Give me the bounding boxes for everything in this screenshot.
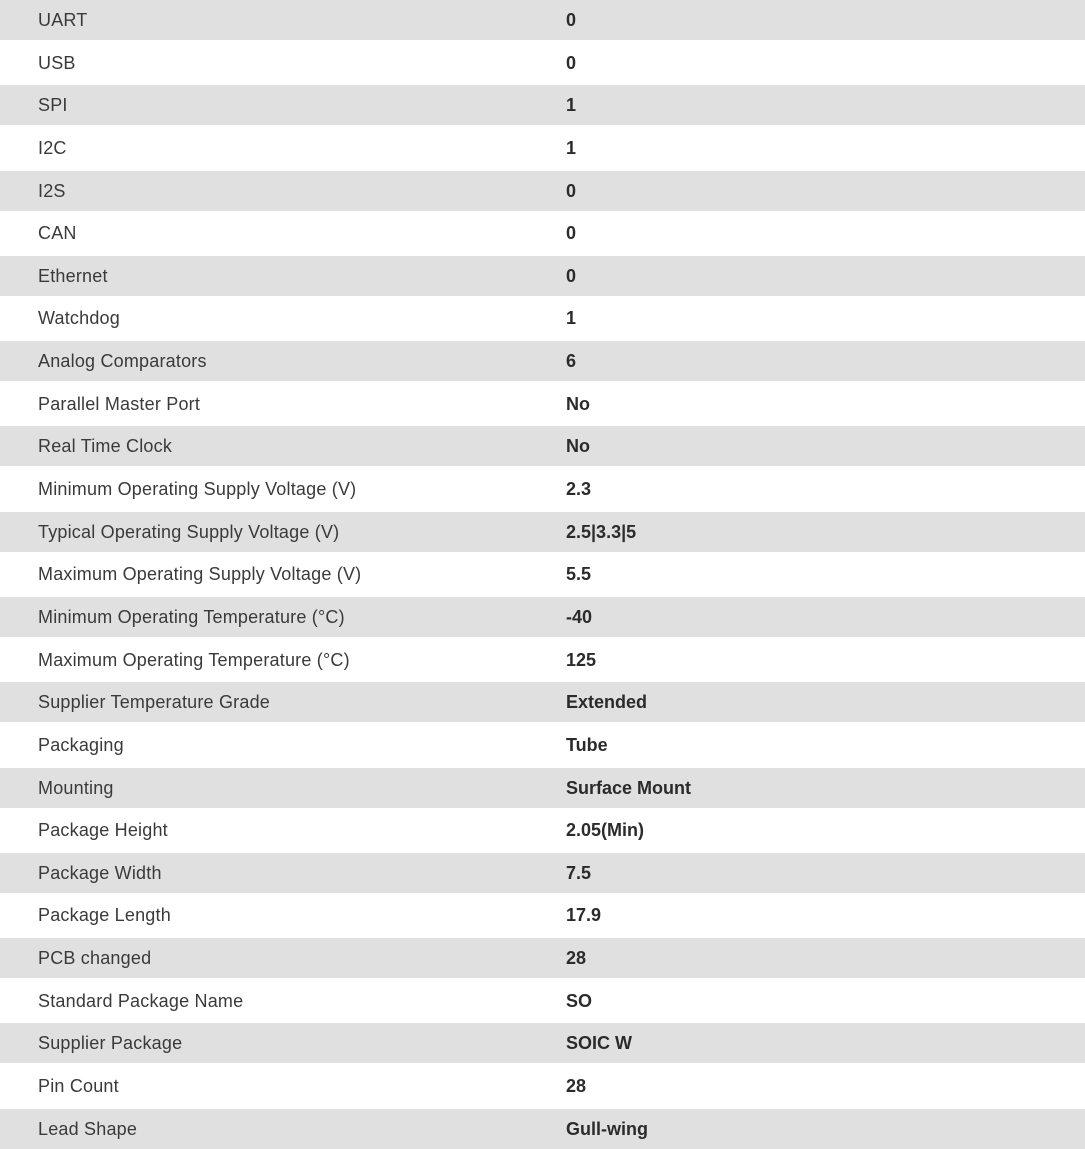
spec-value: 17.9 (566, 895, 1085, 935)
spec-row-uart (0, 0, 1085, 40)
spec-value: 5.5 (566, 554, 1085, 594)
spec-row-usb (0, 43, 1085, 83)
spec-value: 1 (566, 85, 1085, 125)
spec-label: Ethernet (0, 256, 566, 296)
spec-row-supplier-temperature-grade (0, 682, 1085, 722)
spec-value: 6 (566, 341, 1085, 381)
spec-label: Packaging (0, 725, 566, 765)
spec-label: I2C (0, 128, 566, 168)
spec-label: Minimum Operating Supply Voltage (V) (0, 469, 566, 509)
spec-label: Analog Comparators (0, 341, 566, 381)
spec-label: Package Height (0, 810, 566, 850)
spec-row-can (0, 213, 1085, 253)
spec-label: I2S (0, 171, 566, 211)
spec-row-spi (0, 85, 1085, 125)
spec-row-max-supply-voltage (0, 554, 1085, 594)
spec-value: Gull-wing (566, 1109, 1085, 1149)
spec-value: Surface Mount (566, 768, 1085, 808)
spec-value: 2.3 (566, 469, 1085, 509)
spec-row-package-height (0, 810, 1085, 850)
spec-row-package-width (0, 853, 1085, 893)
spec-label: Lead Shape (0, 1109, 566, 1149)
spec-label: Pin Count (0, 1066, 566, 1106)
spec-row-ethernet (0, 256, 1085, 296)
spec-label: Typical Operating Supply Voltage (V) (0, 512, 566, 552)
spec-value: Extended (566, 682, 1085, 722)
spec-label: Maximum Operating Temperature (°C) (0, 640, 566, 680)
spec-value: 2.5|3.3|5 (566, 512, 1085, 552)
spec-label: Supplier Temperature Grade (0, 682, 566, 722)
spec-label: CAN (0, 213, 566, 253)
spec-label: USB (0, 43, 566, 83)
spec-value: SO (566, 981, 1085, 1021)
spec-row-mounting (0, 768, 1085, 808)
spec-value: 2.05(Min) (566, 810, 1085, 850)
spec-value: 0 (566, 256, 1085, 296)
spec-row-min-supply-voltage (0, 469, 1085, 509)
spec-label: UART (0, 0, 566, 40)
spec-row-min-operating-temperature (0, 597, 1085, 637)
spec-label: Watchdog (0, 298, 566, 338)
spec-value: No (566, 384, 1085, 424)
spec-row-package-length (0, 895, 1085, 935)
spec-row-lead-shape (0, 1109, 1085, 1149)
spec-value: 28 (566, 938, 1085, 978)
spec-label: Mounting (0, 768, 566, 808)
spec-label: PCB changed (0, 938, 566, 978)
spec-row-i2c (0, 128, 1085, 168)
spec-value: 125 (566, 640, 1085, 680)
spec-value: 0 (566, 0, 1085, 40)
spec-value: 1 (566, 298, 1085, 338)
spec-label: SPI (0, 85, 566, 125)
spec-row-supplier-package (0, 1023, 1085, 1063)
spec-row-watchdog (0, 298, 1085, 338)
spec-row-standard-package-name (0, 981, 1085, 1021)
spec-row-packaging (0, 725, 1085, 765)
spec-label: Standard Package Name (0, 981, 566, 1021)
spec-label: Real Time Clock (0, 426, 566, 466)
spec-row-max-operating-temperature (0, 640, 1085, 680)
spec-row-i2s (0, 171, 1085, 211)
spec-label: Parallel Master Port (0, 384, 566, 424)
spec-row-typical-supply-voltage (0, 512, 1085, 552)
spec-value: Tube (566, 725, 1085, 765)
spec-row-real-time-clock (0, 426, 1085, 466)
spec-value: 0 (566, 213, 1085, 253)
spec-label: Supplier Package (0, 1023, 566, 1063)
spec-value: 1 (566, 128, 1085, 168)
spec-value: SOIC W (566, 1023, 1085, 1063)
spec-value: 0 (566, 171, 1085, 211)
spec-row-pin-count (0, 1066, 1085, 1106)
spec-row-pcb-changed (0, 938, 1085, 978)
spec-label: Package Width (0, 853, 566, 893)
spec-label: Maximum Operating Supply Voltage (V) (0, 554, 566, 594)
spec-row-parallel-master-port (0, 384, 1085, 424)
spec-label: Minimum Operating Temperature (°C) (0, 597, 566, 637)
spec-value: 28 (566, 1066, 1085, 1106)
spec-value: -40 (566, 597, 1085, 637)
spec-value: 7.5 (566, 853, 1085, 893)
spec-row-analog-comparators (0, 341, 1085, 381)
spec-label: Package Length (0, 895, 566, 935)
spec-value: No (566, 426, 1085, 466)
spec-value: 0 (566, 43, 1085, 83)
